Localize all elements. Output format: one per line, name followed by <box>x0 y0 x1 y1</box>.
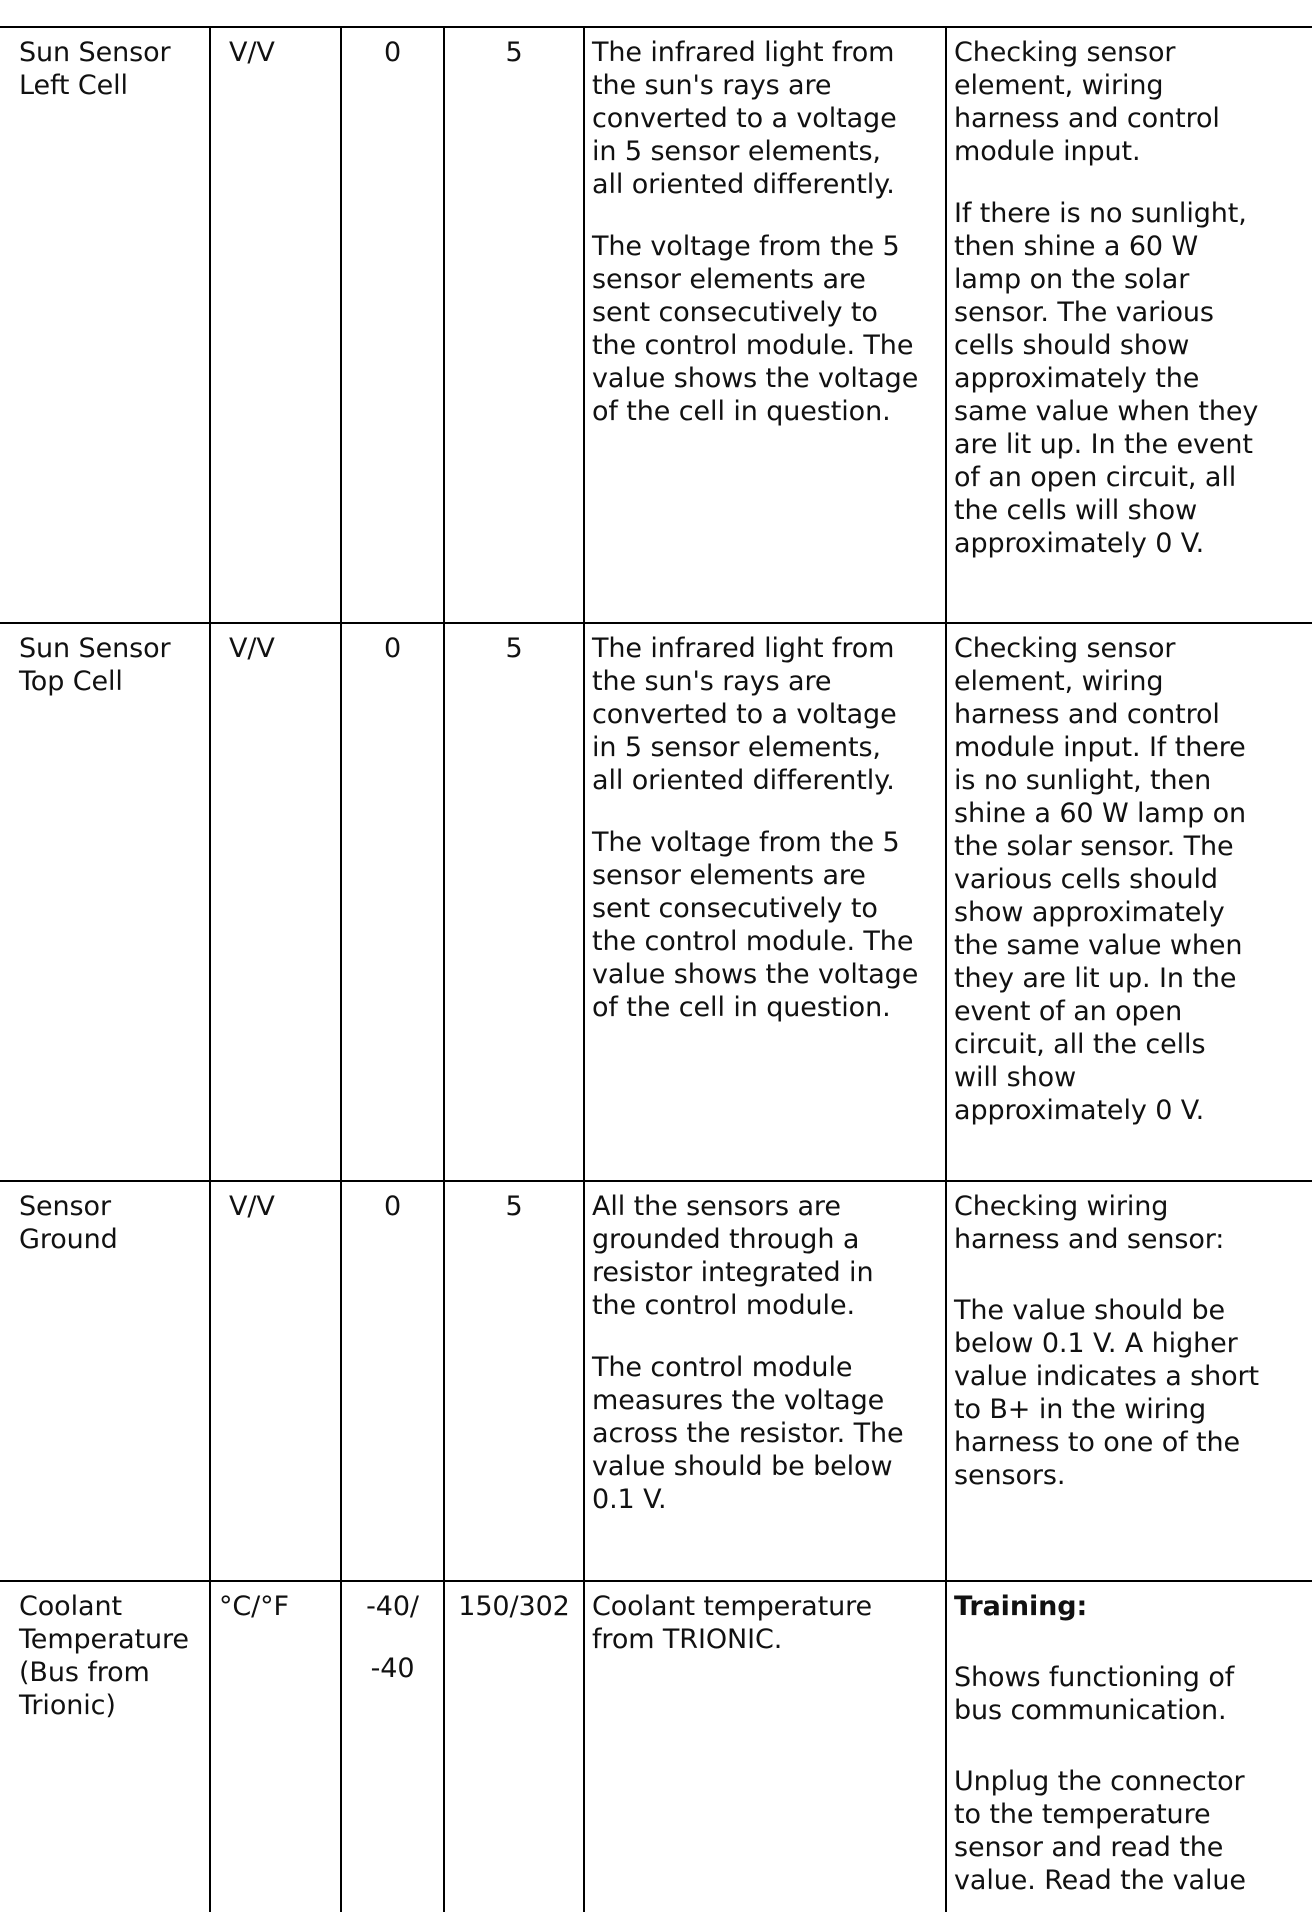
max-value: 5 <box>505 633 523 664</box>
row-divider <box>0 26 1312 28</box>
description: The infrared light from the sun's rays are converted to a voltage in 5 sensor elements, all oriented differently. The voltage from the 5 sensor elements are sent consecutively to the control module. The value shows the voltage of the cell in question. <box>592 37 919 427</box>
parameter-name: Sun Sensor Left Cell <box>19 37 171 101</box>
row-divider <box>0 622 1312 624</box>
description: The infrared light from the sun's rays are converted to a voltage in 5 sensor elements, all oriented differently. The voltage from the 5 sensor elements are sent consecutively to the control module. The value shows the voltage of the cell in question. <box>592 633 919 1023</box>
row-divider <box>0 1180 1312 1182</box>
check-heading: Training: <box>954 1591 1088 1622</box>
check-notes: Training: Shows functioning of bus communication. Unplug the connector to the temperature sensor and read the value. Read the value <box>954 1591 1246 1896</box>
parameter-name: Sun Sensor Top Cell <box>19 633 171 697</box>
check-notes: Checking wiring harness and sensor: The value should be below 0.1 V. A higher value indicates a short to B+ in the wiring harness to one of the sensors. <box>954 1191 1260 1491</box>
unit: V/V <box>229 1191 275 1222</box>
check-notes: Checking sensor element, wiring harness and control module input. If there is no sunlight, then shine a 60 W lamp on the solar sensor. The various cells should show approximately the same value when they are lit up. In the event of an open circuit, all the cells will show approximately 0 V. <box>954 37 1259 559</box>
min-value: 0 <box>383 37 402 68</box>
check-notes: Checking sensor element, wiring harness and control module input. If there is no sunlight, then shine a 60 W lamp on the solar sensor. The various cells should show approximately the same value when they are lit up. In the event of an open circuit, all the cells will show approximately 0 V. <box>954 633 1247 1126</box>
min-value: 0 <box>383 633 402 664</box>
column-divider <box>583 26 585 1912</box>
max-value: 150/302 <box>458 1591 570 1622</box>
unit: V/V <box>229 633 275 664</box>
description: All the sensors are grounded through a resistor integrated in the control module. The control module measures the voltage across the resistor. The value should be below 0.1 V. <box>592 1191 904 1515</box>
column-divider <box>945 26 947 1912</box>
parameter-name: Sensor Ground <box>19 1191 118 1255</box>
unit: °C/°F <box>219 1591 289 1622</box>
unit: V/V <box>229 37 275 68</box>
row-divider <box>0 1580 1312 1582</box>
column-divider <box>443 26 445 1912</box>
max-value: 5 <box>505 1191 523 1222</box>
description: Coolant temperature from TRIONIC. <box>592 1591 873 1655</box>
min-value: 0 <box>383 1191 402 1222</box>
min-value: -40/ -40 <box>366 1591 419 1684</box>
parameter-name: Coolant Temperature (Bus from Trionic) <box>19 1591 189 1721</box>
max-value: 5 <box>505 37 523 68</box>
column-divider <box>209 26 211 1912</box>
